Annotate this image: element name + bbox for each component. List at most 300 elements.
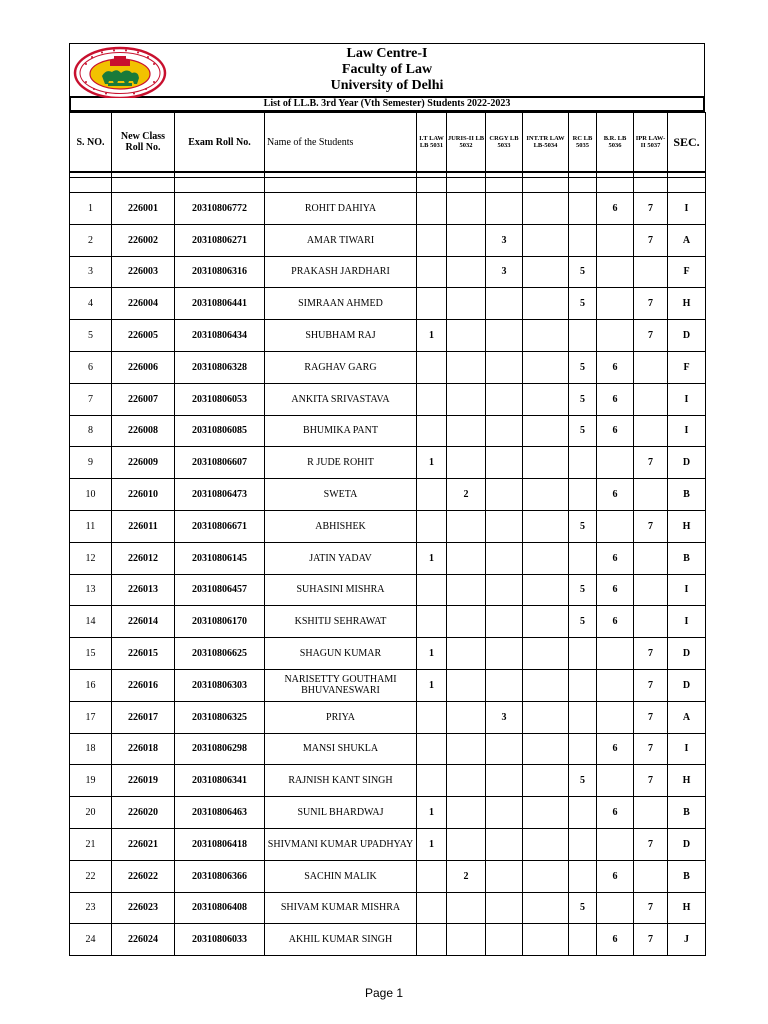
row-mark-crgy: [486, 574, 523, 606]
row-mark-it-law: [417, 924, 447, 956]
table-row: [70, 892, 706, 924]
row-mark-int-tr: [523, 224, 569, 256]
row-mark-crgy: [486, 510, 523, 542]
row-sno: 7: [70, 383, 112, 415]
row-student-name: SWETA: [265, 479, 417, 511]
row-mark-crgy: [486, 479, 523, 511]
row-mark-br: 6: [597, 351, 634, 383]
row-mark-it-law: [417, 224, 447, 256]
row-mark-crgy: [486, 447, 523, 479]
row-mark-rc: [569, 924, 597, 956]
table-row: [70, 733, 706, 765]
row-sno: 20: [70, 797, 112, 829]
row-student-name: R JUDE ROHIT: [265, 447, 417, 479]
row-exam-roll: 20310806033: [175, 924, 265, 956]
row-mark-ipr: [634, 479, 668, 511]
table-row: [70, 224, 706, 256]
row-sno: 18: [70, 733, 112, 765]
row-mark-crgy: [486, 383, 523, 415]
row-mark-br: [597, 828, 634, 860]
row-mark-juris: [447, 765, 486, 797]
row-mark-it-law: [417, 479, 447, 511]
students-table: [69, 112, 706, 956]
row-mark-rc: 5: [569, 383, 597, 415]
row-section: A: [668, 224, 706, 256]
row-mark-int-tr: [523, 669, 569, 701]
document-sheet: [69, 43, 705, 956]
row-mark-int-tr: [523, 924, 569, 956]
row-mark-rc: [569, 320, 597, 352]
row-section: A: [668, 701, 706, 733]
row-mark-int-tr: [523, 542, 569, 574]
table-header-row: [70, 113, 706, 173]
row-mark-br: [597, 701, 634, 733]
row-section: B: [668, 542, 706, 574]
row-mark-int-tr: [523, 701, 569, 733]
row-class-roll: 226012: [112, 542, 175, 574]
row-sno: 11: [70, 510, 112, 542]
row-class-roll: 226004: [112, 288, 175, 320]
institution-name: Law Centre-I: [346, 46, 428, 61]
row-mark-br: [597, 669, 634, 701]
row-class-roll: 226010: [112, 479, 175, 511]
row-sno: 5: [70, 320, 112, 352]
row-sno: 19: [70, 765, 112, 797]
col-it-law: I.T LAW LB 5031: [417, 113, 447, 173]
col-class-roll: New Class Roll No.: [112, 113, 175, 173]
table-row: [70, 415, 706, 447]
row-mark-br: 6: [597, 924, 634, 956]
row-mark-it-law: 1: [417, 828, 447, 860]
table-row: [70, 351, 706, 383]
row-mark-br: 6: [597, 415, 634, 447]
row-mark-it-law: [417, 860, 447, 892]
row-mark-ipr: 7: [634, 828, 668, 860]
row-mark-ipr: 7: [634, 224, 668, 256]
row-mark-juris: [447, 447, 486, 479]
table-row: [70, 638, 706, 670]
row-sno: 3: [70, 256, 112, 288]
row-mark-rc: 5: [569, 606, 597, 638]
row-mark-ipr: [634, 256, 668, 288]
row-sno: 12: [70, 542, 112, 574]
table-row: [70, 320, 706, 352]
row-class-roll: 226021: [112, 828, 175, 860]
row-student-name: SHUBHAM RAJ: [265, 320, 417, 352]
row-mark-juris: [447, 510, 486, 542]
row-mark-it-law: [417, 351, 447, 383]
row-mark-crgy: [486, 193, 523, 225]
row-mark-rc: [569, 860, 597, 892]
table-row: [70, 924, 706, 956]
row-mark-ipr: [634, 574, 668, 606]
row-mark-int-tr: [523, 828, 569, 860]
row-mark-ipr: 7: [634, 892, 668, 924]
row-exam-roll: 20310806434: [175, 320, 265, 352]
row-mark-ipr: 7: [634, 447, 668, 479]
row-mark-juris: [447, 828, 486, 860]
row-class-roll: 226011: [112, 510, 175, 542]
row-mark-ipr: [634, 797, 668, 829]
row-mark-int-tr: [523, 892, 569, 924]
row-mark-it-law: 1: [417, 447, 447, 479]
row-mark-int-tr: [523, 765, 569, 797]
row-mark-crgy: [486, 828, 523, 860]
table-row: [70, 828, 706, 860]
row-exam-roll: 20310806053: [175, 383, 265, 415]
row-mark-rc: 5: [569, 510, 597, 542]
row-section: D: [668, 638, 706, 670]
row-mark-juris: [447, 256, 486, 288]
row-exam-roll: 20310806170: [175, 606, 265, 638]
row-sno: 1: [70, 193, 112, 225]
row-mark-ipr: 7: [634, 288, 668, 320]
col-sno: S. NO.: [70, 113, 112, 173]
row-class-roll: 226014: [112, 606, 175, 638]
row-section: H: [668, 765, 706, 797]
row-mark-crgy: [486, 638, 523, 670]
row-mark-br: 6: [597, 193, 634, 225]
row-mark-juris: [447, 224, 486, 256]
row-class-roll: 226017: [112, 701, 175, 733]
row-section: I: [668, 574, 706, 606]
col-br: B.R. LB 5036: [597, 113, 634, 173]
row-exam-roll: 20310806325: [175, 701, 265, 733]
row-student-name: PRAKASH JARDHARI: [265, 256, 417, 288]
row-mark-br: [597, 320, 634, 352]
row-mark-crgy: [486, 892, 523, 924]
row-mark-crgy: [486, 542, 523, 574]
row-mark-crgy: [486, 765, 523, 797]
row-sno: 4: [70, 288, 112, 320]
row-mark-br: 6: [597, 606, 634, 638]
row-mark-rc: [569, 447, 597, 479]
table-row: [70, 860, 706, 892]
row-section: I: [668, 733, 706, 765]
row-exam-roll: 20310806457: [175, 574, 265, 606]
row-section: B: [668, 479, 706, 511]
row-mark-juris: [447, 892, 486, 924]
row-mark-int-tr: [523, 288, 569, 320]
row-mark-juris: [447, 542, 486, 574]
row-sno: 14: [70, 606, 112, 638]
row-mark-ipr: [634, 383, 668, 415]
row-mark-it-law: [417, 574, 447, 606]
row-sno: 21: [70, 828, 112, 860]
row-mark-int-tr: [523, 383, 569, 415]
col-rc: RC LB 5035: [569, 113, 597, 173]
row-mark-int-tr: [523, 797, 569, 829]
row-mark-it-law: [417, 510, 447, 542]
row-mark-rc: 5: [569, 351, 597, 383]
row-mark-int-tr: [523, 479, 569, 511]
university-name: University of Delhi: [330, 78, 444, 93]
row-sno: 15: [70, 638, 112, 670]
row-mark-it-law: [417, 765, 447, 797]
row-mark-br: [597, 288, 634, 320]
table-row: [70, 256, 706, 288]
row-mark-int-tr: [523, 447, 569, 479]
col-crgy: CRGY LB 5033: [486, 113, 523, 173]
table-row: [70, 510, 706, 542]
row-mark-rc: [569, 828, 597, 860]
row-mark-ipr: 7: [634, 193, 668, 225]
row-student-name: RAGHAV GARG: [265, 351, 417, 383]
row-section: B: [668, 860, 706, 892]
row-section: D: [668, 669, 706, 701]
row-mark-juris: [447, 669, 486, 701]
row-mark-ipr: [634, 351, 668, 383]
row-class-roll: 226006: [112, 351, 175, 383]
row-mark-ipr: 7: [634, 638, 668, 670]
row-mark-ipr: 7: [634, 669, 668, 701]
row-exam-roll: 20310806298: [175, 733, 265, 765]
table-row: [70, 669, 706, 701]
title-block: [70, 46, 704, 94]
row-mark-br: [597, 510, 634, 542]
table-row: [70, 288, 706, 320]
table-row: [70, 574, 706, 606]
row-mark-crgy: [486, 669, 523, 701]
row-mark-rc: 5: [569, 415, 597, 447]
row-mark-crgy: 3: [486, 256, 523, 288]
row-student-name: AKHIL KUMAR SINGH: [265, 924, 417, 956]
table-row: [70, 765, 706, 797]
col-juris: JURIS-II LB 5032: [447, 113, 486, 173]
row-class-roll: 226002: [112, 224, 175, 256]
row-mark-ipr: 7: [634, 510, 668, 542]
row-mark-ipr: 7: [634, 733, 668, 765]
faculty-name: Faculty of Law: [341, 62, 433, 77]
row-mark-ipr: 7: [634, 701, 668, 733]
col-sec: SEC.: [668, 113, 706, 173]
document-header: [69, 43, 705, 96]
table-row: [70, 193, 706, 225]
row-mark-rc: 5: [569, 288, 597, 320]
row-mark-juris: [447, 701, 486, 733]
row-section: H: [668, 892, 706, 924]
row-exam-roll: 20310806671: [175, 510, 265, 542]
row-student-name: RAJNISH KANT SINGH: [265, 765, 417, 797]
row-mark-int-tr: [523, 733, 569, 765]
row-sno: 24: [70, 924, 112, 956]
row-mark-rc: [569, 669, 597, 701]
row-class-roll: 226003: [112, 256, 175, 288]
row-mark-juris: 2: [447, 860, 486, 892]
row-exam-roll: 20310806772: [175, 193, 265, 225]
row-exam-roll: 20310806271: [175, 224, 265, 256]
row-class-roll: 226016: [112, 669, 175, 701]
row-class-roll: 226005: [112, 320, 175, 352]
row-mark-it-law: [417, 892, 447, 924]
row-sno: 6: [70, 351, 112, 383]
row-mark-crgy: [486, 733, 523, 765]
row-class-roll: 226020: [112, 797, 175, 829]
row-section: D: [668, 320, 706, 352]
row-class-roll: 226007: [112, 383, 175, 415]
row-mark-int-tr: [523, 510, 569, 542]
row-sno: 16: [70, 669, 112, 701]
row-section: I: [668, 193, 706, 225]
row-student-name: SHAGUN KUMAR: [265, 638, 417, 670]
row-mark-br: [597, 447, 634, 479]
row-mark-br: [597, 892, 634, 924]
row-section: H: [668, 510, 706, 542]
row-student-name: SHIVAM KUMAR MISHRA: [265, 892, 417, 924]
row-mark-juris: [447, 638, 486, 670]
row-sno: 10: [70, 479, 112, 511]
table-row: [70, 701, 706, 733]
row-mark-int-tr: [523, 574, 569, 606]
row-mark-br: [597, 224, 634, 256]
row-mark-int-tr: [523, 320, 569, 352]
row-mark-ipr: [634, 542, 668, 574]
row-class-roll: 226018: [112, 733, 175, 765]
row-mark-br: 6: [597, 574, 634, 606]
row-mark-int-tr: [523, 256, 569, 288]
row-exam-roll: 20310806408: [175, 892, 265, 924]
col-ipr: IPR LAW-II 5037: [634, 113, 668, 173]
row-exam-roll: 20310806145: [175, 542, 265, 574]
row-mark-it-law: 1: [417, 797, 447, 829]
row-mark-crgy: [486, 797, 523, 829]
row-mark-juris: [447, 797, 486, 829]
row-section: I: [668, 383, 706, 415]
row-class-roll: 226015: [112, 638, 175, 670]
col-int-tr: INT.TR LAW LB-5034: [523, 113, 569, 173]
row-mark-br: [597, 765, 634, 797]
row-mark-br: 6: [597, 860, 634, 892]
row-section: D: [668, 828, 706, 860]
row-mark-crgy: [486, 415, 523, 447]
row-mark-rc: [569, 733, 597, 765]
row-mark-br: 6: [597, 383, 634, 415]
row-mark-it-law: [417, 383, 447, 415]
row-student-name: SIMRAAN AHMED: [265, 288, 417, 320]
row-mark-int-tr: [523, 860, 569, 892]
row-mark-br: [597, 256, 634, 288]
row-mark-rc: 5: [569, 765, 597, 797]
row-student-name: ABHISHEK: [265, 510, 417, 542]
row-student-name: ROHIT DAHIYA: [265, 193, 417, 225]
row-section: I: [668, 606, 706, 638]
row-mark-juris: 2: [447, 479, 486, 511]
table-body: [70, 172, 706, 956]
row-student-name: ANKITA SRIVASTAVA: [265, 383, 417, 415]
row-student-name: AMAR TIWARI: [265, 224, 417, 256]
row-class-roll: 226023: [112, 892, 175, 924]
row-student-name: SHIVMANI KUMAR UPADHYAY: [265, 828, 417, 860]
row-sno: 13: [70, 574, 112, 606]
row-section: D: [668, 447, 706, 479]
row-mark-juris: [447, 415, 486, 447]
row-exam-roll: 20310806441: [175, 288, 265, 320]
row-mark-br: 6: [597, 733, 634, 765]
row-class-roll: 226001: [112, 193, 175, 225]
row-mark-juris: [447, 193, 486, 225]
row-mark-it-law: [417, 415, 447, 447]
row-mark-rc: 5: [569, 256, 597, 288]
row-sno: 8: [70, 415, 112, 447]
row-sno: 22: [70, 860, 112, 892]
row-exam-roll: 20310806473: [175, 479, 265, 511]
row-mark-ipr: 7: [634, 765, 668, 797]
row-student-name: PRIYA: [265, 701, 417, 733]
table-row: [70, 383, 706, 415]
col-name: Name of the Students: [265, 113, 417, 173]
row-mark-it-law: 1: [417, 542, 447, 574]
row-student-name: SACHIN MALIK: [265, 860, 417, 892]
row-section: J: [668, 924, 706, 956]
row-class-roll: 226024: [112, 924, 175, 956]
row-mark-juris: [447, 574, 486, 606]
row-class-roll: 226019: [112, 765, 175, 797]
row-mark-int-tr: [523, 193, 569, 225]
row-mark-ipr: 7: [634, 320, 668, 352]
row-sno: 9: [70, 447, 112, 479]
row-mark-juris: [447, 288, 486, 320]
page-number: Page 1: [364, 986, 404, 1000]
row-mark-br: 6: [597, 542, 634, 574]
col-exam-roll: Exam Roll No.: [175, 113, 265, 173]
row-student-name: JATIN YADAV: [265, 542, 417, 574]
row-mark-int-tr: [523, 415, 569, 447]
row-mark-it-law: [417, 256, 447, 288]
table-row: [70, 479, 706, 511]
row-sno: 23: [70, 892, 112, 924]
row-mark-rc: [569, 797, 597, 829]
row-student-name: SUHASINI MISHRA: [265, 574, 417, 606]
row-class-roll: 226013: [112, 574, 175, 606]
row-student-name: KSHITIJ SEHRAWAT: [265, 606, 417, 638]
row-exam-roll: 20310806328: [175, 351, 265, 383]
row-section: F: [668, 351, 706, 383]
row-mark-rc: 5: [569, 892, 597, 924]
row-class-roll: 226008: [112, 415, 175, 447]
row-student-name: SUNIL BHARDWAJ: [265, 797, 417, 829]
row-section: F: [668, 256, 706, 288]
row-mark-int-tr: [523, 351, 569, 383]
row-exam-roll: 20310806316: [175, 256, 265, 288]
row-section: H: [668, 288, 706, 320]
row-mark-ipr: [634, 606, 668, 638]
row-sno: 2: [70, 224, 112, 256]
row-mark-rc: [569, 638, 597, 670]
row-mark-juris: [447, 383, 486, 415]
row-mark-rc: [569, 701, 597, 733]
row-mark-rc: [569, 224, 597, 256]
row-mark-crgy: [486, 351, 523, 383]
row-mark-rc: [569, 542, 597, 574]
row-section: B: [668, 797, 706, 829]
row-exam-roll: 20310806341: [175, 765, 265, 797]
row-mark-crgy: [486, 606, 523, 638]
row-student-name: MANSI SHUKLA: [265, 733, 417, 765]
row-student-name: NARISETTY GOUTHAMI BHUVANESWARI: [265, 669, 417, 701]
row-exam-roll: 20310806366: [175, 860, 265, 892]
row-mark-ipr: 7: [634, 924, 668, 956]
row-mark-crgy: [486, 320, 523, 352]
row-class-roll: 226009: [112, 447, 175, 479]
row-sno: 17: [70, 701, 112, 733]
table-spacer-row: [70, 178, 706, 193]
row-exam-roll: 20310806607: [175, 447, 265, 479]
row-exam-roll: 20310806303: [175, 669, 265, 701]
row-mark-juris: [447, 733, 486, 765]
table-row: [70, 606, 706, 638]
row-exam-roll: 20310806463: [175, 797, 265, 829]
row-mark-ipr: [634, 860, 668, 892]
